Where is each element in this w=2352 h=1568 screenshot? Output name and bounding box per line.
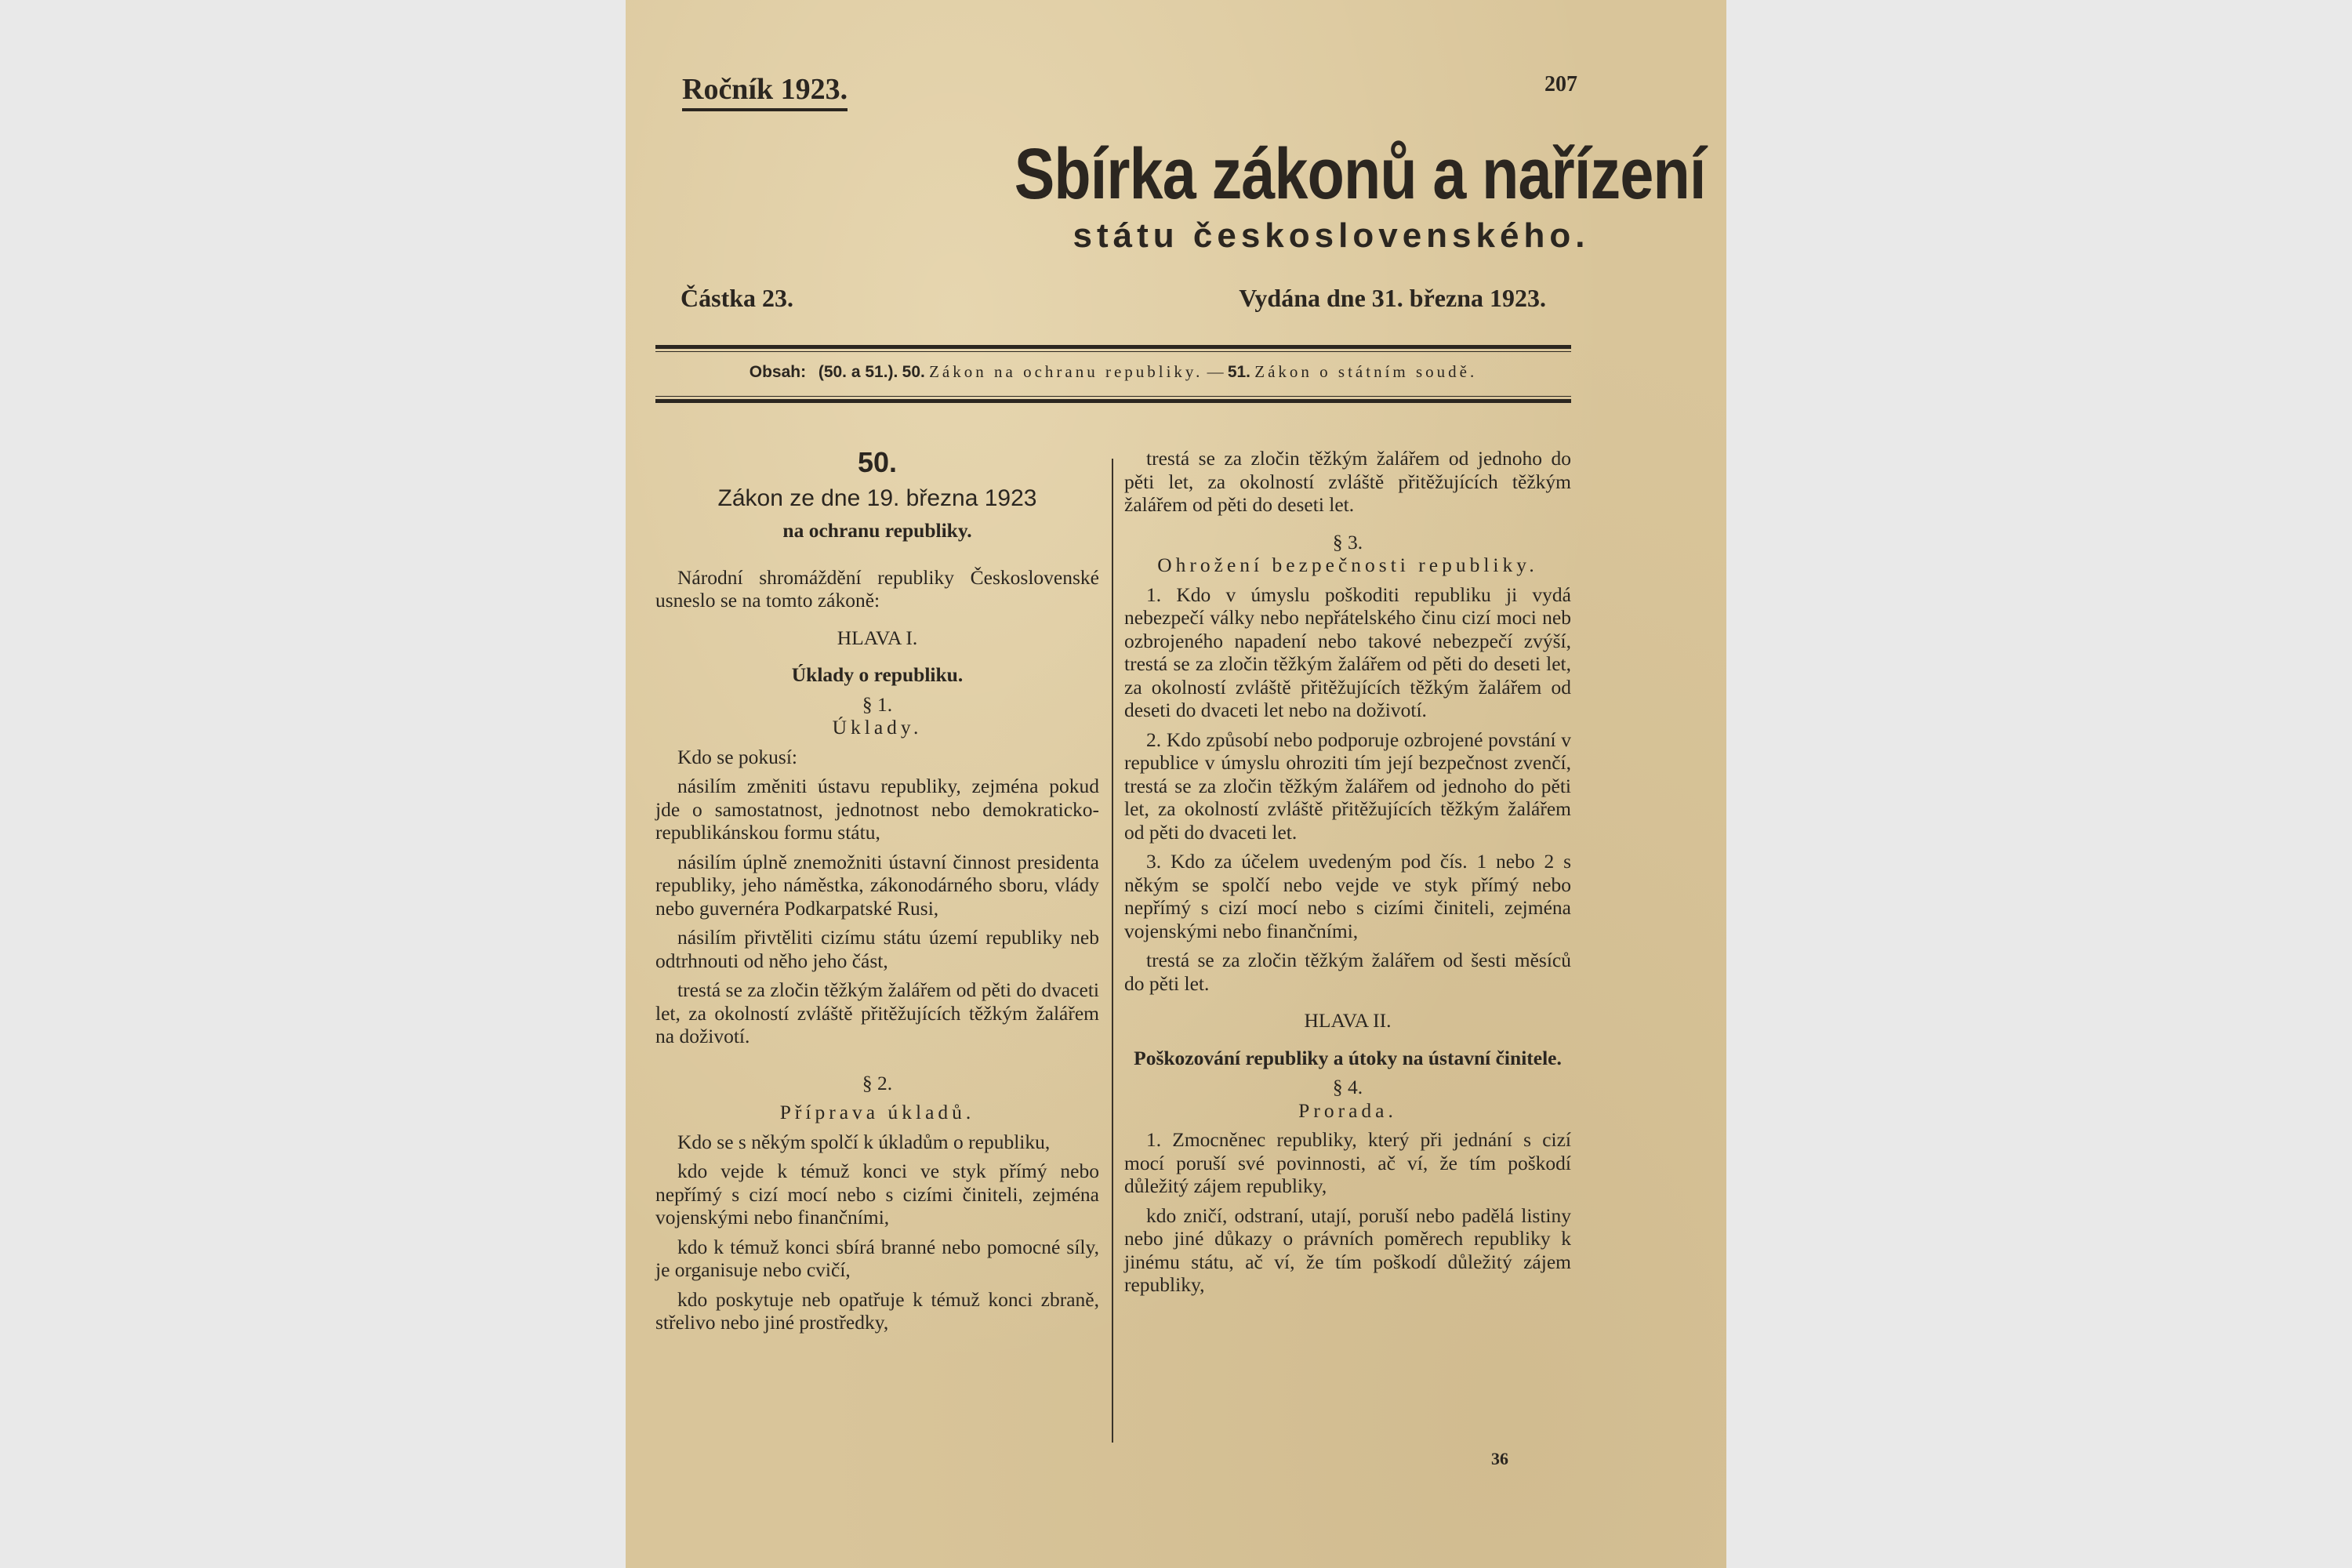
section-title: Příprava úkladů.: [779, 1101, 975, 1123]
paragraph: 1. Zmocněnec republiky, který při jednání s cizí mocí poruší své povinnosti, ač ví, že tím poškodí důležitý zájem republiky,: [1124, 1128, 1571, 1197]
law-heading: Zákon ze dne 19. března 1923: [717, 485, 1037, 511]
chapter-heading: HLAVA I.: [837, 626, 918, 649]
contents-entry-number: 50.: [902, 363, 925, 381]
contents-entry-title: Zákon na ochranu republiky.: [929, 362, 1203, 381]
volume-label: Ročník 1923.: [682, 72, 848, 111]
law-number: 50.: [857, 446, 898, 478]
law-subheading: na ochranu republiky.: [782, 519, 972, 542]
collection-title: Sbírka zákonů a nařízení: [1014, 134, 1706, 214]
paragraph: kdo vejde k témuž konci ve styk přímý nebo nepřímý s cizí mocí nebo s cizími činiteli, zejména vojenskými nebo finančními,: [655, 1160, 1099, 1229]
left-column: [655, 447, 1099, 1334]
contents-entry-number: 51.: [1227, 363, 1251, 381]
paragraph: 2. Kdo způsobí nebo podporuje ozbrojené povstání v republice v úmyslu ohroziti tím její bezpečnost zvenčí, trestá se za zločin těžkým žalářem od jednoho do pěti let, za okolností zvláště přitěžujících těžkým žalářem od pěti do dvaceti let.: [1124, 728, 1571, 844]
paragraph: trestá se za zločin těžkým žalářem od pěti do dvaceti let, za okolností zvláště přitěžujících těžkým žalářem na doživotí.: [655, 978, 1099, 1047]
section-title: Prorada.: [1298, 1098, 1397, 1122]
contents-range: (50. a 51.).: [818, 363, 898, 381]
preamble: Národní shromáždění republiky Československé usneslo se na tomto zákoně:: [655, 565, 1099, 612]
issue-number: Částka 23.: [681, 284, 794, 312]
contents-dash: —: [1207, 362, 1224, 381]
paragraph: Kdo se pokusí:: [677, 745, 797, 768]
section-title: Úklady.: [832, 716, 923, 739]
paragraph: trestá se za zločin těžkým žalářem od jednoho do pěti let, za okolností zvláště přitěžujících těžkým žalářem od pěti do deseti let.: [1124, 447, 1571, 516]
chapter-heading: HLAVA II.: [1304, 1009, 1392, 1032]
bottom-rule-thin: [655, 396, 1571, 397]
paragraph: trestá se za zločin těžkým žalářem od šesti měsíců do pěti let.: [1124, 949, 1571, 995]
section-number: § 2.: [862, 1071, 893, 1094]
contents-line: [655, 362, 1571, 382]
document-page: [626, 0, 1726, 1568]
page-number: 207: [1544, 72, 1577, 96]
bottom-rule: [655, 399, 1571, 403]
contents-label: Obsah:: [749, 363, 807, 381]
issue-date: Vydána dne 31. března 1923.: [1239, 284, 1546, 312]
paragraph: 3. Kdo za účelem uvedeným pod čís. 1 nebo 2 s někým se spolčí nebo vejde ve styk přímý nebo nepřímý s cizí mocí nebo s cizími činiteli, zejména vojenskými nebo finančními,: [1124, 850, 1571, 942]
collection-subtitle: státu československého.: [1073, 216, 1590, 255]
section-title: Ohrožení bezpečnosti republiky.: [1157, 554, 1538, 576]
chapter-title: Úklady o republiku.: [791, 663, 964, 686]
right-column: [1124, 447, 1571, 1297]
paragraph: násilím úplně znemožniti ústavní činnost presidenta republiky, jeho náměstka, zákonodárného sboru, vlády nebo guvernéra Podkarpatské Rusi,: [655, 850, 1099, 920]
paragraph: kdo poskytuje neb opatřuje k témuž konci zbraně, střelivo nebo jiné prostředky,: [655, 1287, 1099, 1334]
top-rule: [655, 345, 1571, 349]
contents-entry-title: Zákon o státním soudě.: [1254, 362, 1478, 381]
paragraph: 1. Kdo v úmyslu poškoditi republiku ji vydá nebezpečí války nebo nepřátelského činu cizí moci neb ozbrojeného napadení nebo takové nebezpečí zvýší, trestá se za zločin těžkým žalářem od pěti do deseti let, za okolností zvláště přitěžujících těžkým žalářem od deseti do dvaceti let nebo na doživotí.: [1124, 583, 1571, 721]
paragraph: Kdo se s někým spolčí k úkladům o republiku,: [677, 1130, 1051, 1153]
top-rule-thin: [655, 351, 1571, 352]
chapter-title: Poškozování republiky a útoky na ústavní činitele.: [1134, 1046, 1562, 1069]
section-number: § 1.: [862, 692, 893, 716]
paragraph: kdo k témuž konci sbírá branné nebo pomocné síly, je organisuje nebo cvičí,: [655, 1235, 1099, 1281]
section-number: § 4.: [1332, 1076, 1363, 1098]
paragraph: násilím změniti ústavu republiky, zejména pokud jde o samostatnost, jednotnost nebo demokraticko-republikánskou formu státu,: [655, 775, 1099, 844]
signature-mark: 36: [1491, 1449, 1508, 1468]
paragraph: kdo zničí, odstraní, utají, poruší nebo padělá listiny nebo jiné důkazy o právních poměrech republiky k jinému státu, ač ví, že tím poškodí důležitý zájem republiky,: [1124, 1203, 1571, 1296]
paragraph: násilím přivtěliti cizímu státu území republiky neb odtrhnouti od něho jeho část,: [655, 926, 1099, 972]
column-divider: [1112, 459, 1113, 1443]
section-number: § 3.: [1332, 530, 1363, 554]
